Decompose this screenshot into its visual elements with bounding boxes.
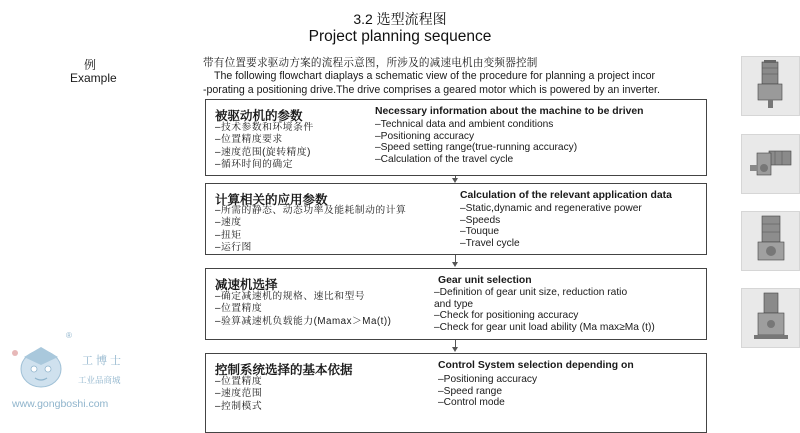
- list-item: –循环时间的确定: [215, 158, 294, 170]
- watermark-url: www.gongboshi.com: [12, 398, 109, 410]
- flow-arrow-icon: [452, 347, 458, 352]
- flow-step-machine-info: [205, 99, 707, 176]
- step-items-en: [375, 119, 577, 166]
- list-item: –速度范围: [215, 388, 263, 400]
- flow-arrow-icon: [452, 262, 458, 267]
- step-items-en: [434, 287, 655, 334]
- list-item: –Check for positioning accuracy: [434, 310, 579, 322]
- watermark-brand-sub: 工业品商城: [78, 375, 121, 385]
- geared-motor-flange-icon[interactable]: [741, 211, 800, 271]
- product-thumbnail-sidebar: [741, 56, 800, 420]
- step-title-cn: 减速机选择: [215, 278, 278, 292]
- list-item: –控制模式: [215, 400, 263, 412]
- list-item: –扭矩: [215, 229, 242, 241]
- list-item: –Definition of gear unit size, reduction ratio: [434, 287, 628, 298]
- step-items-en: [438, 374, 537, 409]
- list-item: –Positioning accuracy: [438, 374, 538, 385]
- list-item: –位置精度: [215, 303, 263, 315]
- list-item: –Speed setting range(true-running accuracy): [375, 142, 578, 154]
- example-label-cn: 例: [84, 58, 97, 72]
- list-item: –技术参数和环境条件: [215, 122, 314, 133]
- step-items-cn: [215, 291, 391, 328]
- list-item: –Speed range: [438, 385, 503, 397]
- list-item: –Control mode: [438, 397, 505, 409]
- list-item: –位置精度: [215, 376, 263, 387]
- intro-text-cn: 带有位置要求驱动方案的流程示意图，所涉及的减速电机由变频器控制: [203, 57, 538, 69]
- list-item: –所需的静态、动态功率及能耗制动的计算: [215, 205, 407, 216]
- list-item: –Technical data and ambient conditions: [375, 119, 554, 130]
- step-title-cn: 计算相关的应用参数: [215, 193, 328, 207]
- step-title-cn: 被驱动机的参数: [215, 109, 303, 123]
- list-item: –Travel cycle: [460, 238, 520, 250]
- step-title-en: Necessary information about the machine to be driven: [375, 106, 644, 117]
- step-items-cn: [215, 122, 314, 171]
- list-item: –位置精度要求: [215, 134, 283, 146]
- list-item: –Positioning accuracy: [375, 130, 475, 142]
- geared-motor-angle-icon[interactable]: [741, 134, 800, 194]
- intro-text-en-line1: The following flowchart diaplays a schematic view of the procedure for planning a project incor: [214, 70, 656, 82]
- page-title-en: Project planning sequence: [308, 28, 492, 45]
- list-item: –速度: [215, 217, 242, 229]
- flow-step-application-data: [205, 183, 707, 255]
- geared-motor-foot-icon[interactable]: [741, 288, 800, 348]
- list-item: –Check for gear unit load ability (Ma max≥Ma (t)): [434, 322, 655, 334]
- intro-text-en-line2: -porating a positioning drive.The drive comprises a geared motor which is powered by an inverter.: [203, 84, 660, 96]
- step-title-en: Control System selection depending on: [438, 360, 634, 371]
- list-item: –Calculation of the travel cycle: [375, 154, 514, 166]
- list-item: –速度范围(旋转精度): [215, 146, 311, 158]
- step-items-cn: [215, 376, 262, 413]
- list-item: –Touque: [460, 226, 500, 238]
- list-item: –运行图: [215, 241, 252, 253]
- example-label-en: Example: [70, 71, 117, 85]
- step-items-cn: [215, 205, 406, 254]
- step-items-en: [460, 203, 642, 250]
- watermark-brand-name: 工博士: [82, 355, 124, 367]
- flow-step-gear-unit: [205, 268, 707, 340]
- step-title-en: Gear unit selection: [438, 275, 532, 286]
- list-item: –验算减速机负载能力(Mamax＞Ma(t)): [215, 315, 392, 327]
- flow-step-control-system: [205, 353, 707, 433]
- list-item: and type: [434, 298, 474, 310]
- list-item: –确定减速机的规格、速比和型号: [215, 291, 366, 302]
- step-title-en: Calculation of the relevant application data: [460, 190, 672, 201]
- page-title-cn: 3.2 选型流程图: [353, 11, 447, 27]
- list-item: –Speeds: [460, 214, 501, 226]
- watermark-registered-mark: ®: [66, 331, 72, 340]
- step-title-cn: 控制系统选择的基本依据: [215, 363, 353, 377]
- list-item: –Static,dynamic and regenerative power: [460, 203, 642, 214]
- gongboshi-logo-icon: [10, 337, 72, 402]
- geared-motor-vertical-icon[interactable]: [741, 56, 800, 116]
